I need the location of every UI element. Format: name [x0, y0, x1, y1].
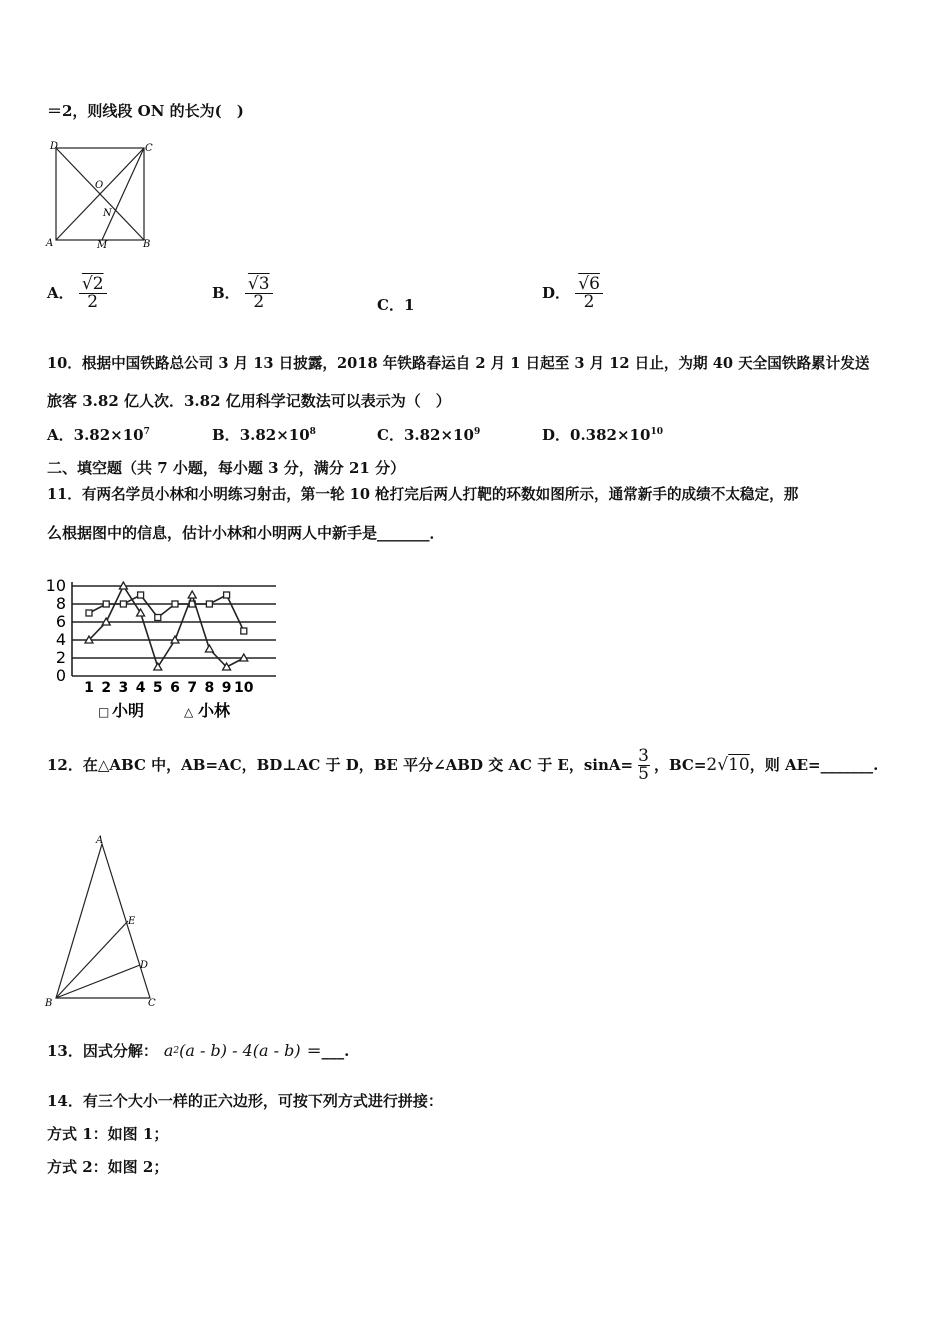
q10-option-a: A．$3.82\times 10^7$: [47, 426, 150, 444]
shooting-chart: [44, 578, 294, 726]
point-triangle: [205, 645, 213, 652]
q9-option-d: D． $\frac{√6}{2}$: [542, 276, 603, 311]
x-tick-label: 6: [170, 680, 180, 696]
label-b: B: [45, 998, 53, 1009]
point-square: [155, 615, 161, 621]
label-m: M: [97, 240, 108, 251]
q14-line1: 14．有三个大小一样的正六边形，可按下列方式进行拼接：: [47, 1092, 443, 1110]
x-tick-label: 7: [187, 680, 198, 696]
legend-label: 小明: [112, 701, 145, 720]
point-square: [138, 592, 144, 598]
triangle-abc: [56, 844, 150, 998]
x-tick-label: 10: [234, 680, 254, 696]
label-d: D: [140, 960, 149, 971]
point-square: [206, 601, 212, 607]
y-tick-label: 6: [55, 612, 66, 631]
point-square: [86, 610, 92, 616]
q9-option-a: A． $\frac{√2}{2}$: [47, 276, 107, 311]
label-d: D: [50, 141, 59, 152]
q10-line1: 10．根据中国铁路总公司 3 月 13 日披露，2018 年铁路春运自 2 月 1 日起至 3 月 12 日止，为期 40 天全国铁路累计发送: [47, 355, 870, 372]
x-tick-label: 5: [152, 680, 163, 696]
q11-line1: 11．有两名学员小林和小明练习射击，第一轮 10 枪打完后两人打靶的环数如图所示，通常新手的成绩不太稳定，那: [47, 486, 799, 503]
y-tick-label: 10: [45, 578, 66, 595]
q14-line2: 方式 1：如图 1；: [47, 1125, 169, 1143]
q12-text: 12．在△ABC 中，AB=AC，BD⊥AC 于 D，BE 平分∠ABD 交 AC 于 E，sinA= $\frac{3}{5}$ ，BC= 2 √ 10 ，则 AE=_______.: [47, 745, 879, 784]
x-tick-label: 9: [221, 680, 232, 696]
q9-option-b: B． $\frac{√3}{2}$: [212, 276, 273, 311]
q14-line3: 方式 2：如图 2；: [47, 1158, 169, 1176]
legend-symbol: △: [184, 705, 194, 719]
legend-symbol: □: [98, 705, 110, 719]
x-tick-label: 3: [118, 680, 129, 696]
triangle-figure: [40, 832, 170, 1012]
q9-option-c: C．1: [377, 296, 415, 314]
point-square: [241, 628, 247, 634]
segment-be: [56, 921, 128, 998]
q10-line2: 旅客 3.82 亿人次．3.82 亿用科学记数法可以表示为（ ）: [47, 392, 451, 410]
point-square: [224, 592, 230, 598]
point-square: [103, 601, 109, 607]
label-c: C: [148, 998, 156, 1009]
label-o: O: [95, 180, 104, 191]
label-c: C: [145, 143, 153, 154]
label-b: B: [143, 239, 151, 250]
label-a: A: [96, 835, 104, 846]
x-tick-label: 4: [135, 680, 146, 696]
q13-text: 13．因式分解： a 2 (a - b) - 4(a - b) ＝___.: [47, 1041, 350, 1060]
series-line-0: [89, 595, 244, 631]
q9-stem: ＝2，则线段 ON 的长为( ): [47, 102, 244, 120]
segment-cm: [102, 148, 144, 240]
point-square: [120, 601, 126, 607]
q10-option-d: D．$0.382\times 10^{10}$: [542, 426, 663, 444]
square-figure: [44, 140, 164, 252]
y-tick-label: 2: [55, 648, 66, 667]
label-n: N: [103, 208, 112, 219]
section-heading: 二、填空题（共 7 小题，每小题 3 分，满分 21 分）: [47, 459, 406, 477]
label-e: E: [128, 916, 136, 927]
segment-bd: [56, 965, 140, 998]
q10-option-c: C．$3.82\times 10^9$: [377, 426, 481, 444]
q11-line2: 么根据图中的信息，估计小林和小明两人中新手是_______．: [47, 524, 445, 542]
point-square: [172, 601, 178, 607]
x-tick-label: 8: [204, 680, 215, 696]
q10-option-b: B．$3.82\times 10^8$: [212, 426, 316, 444]
y-tick-label: 0: [55, 666, 66, 685]
x-tick-label: 1: [84, 680, 94, 696]
legend-label: 小林: [198, 701, 231, 720]
point-triangle: [188, 591, 196, 598]
label-a: A: [46, 238, 54, 249]
y-tick-label: 4: [55, 630, 66, 649]
x-tick-label: 2: [101, 680, 112, 696]
y-tick-label: 8: [55, 594, 66, 613]
